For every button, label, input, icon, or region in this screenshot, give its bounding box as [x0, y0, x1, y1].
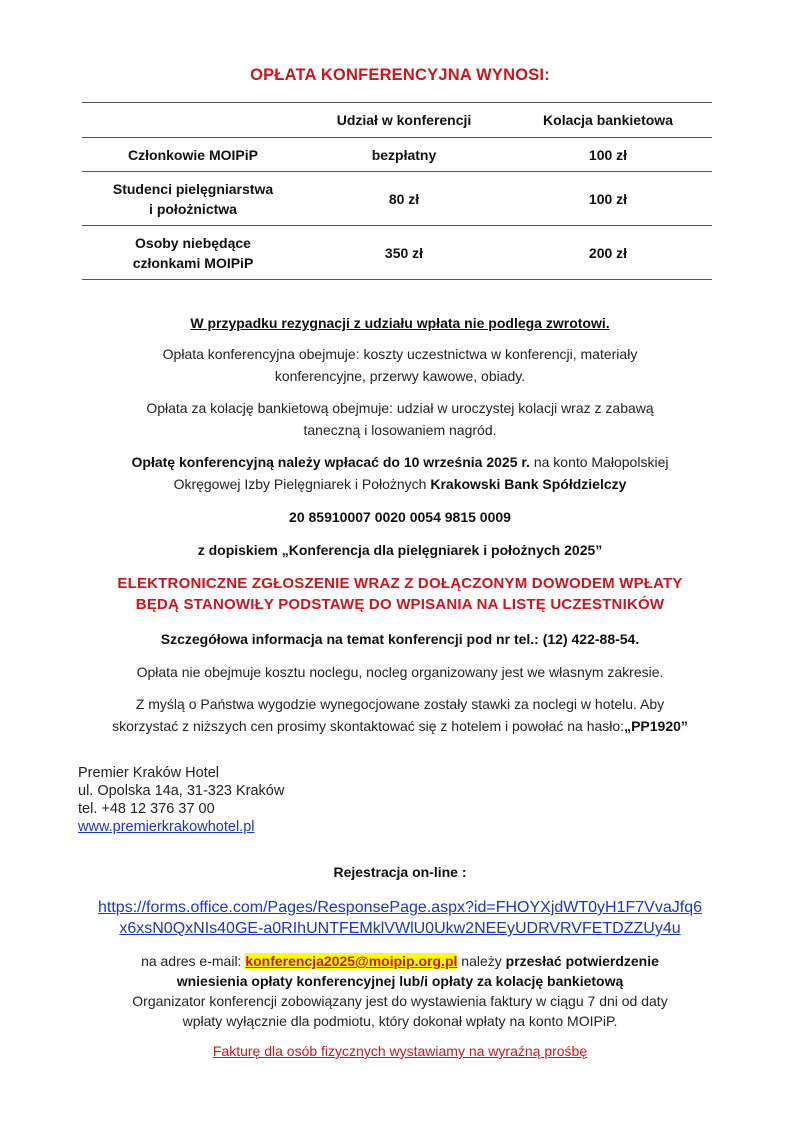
hotel-password: „PP1920” [624, 718, 688, 734]
hotel-contact [78, 764, 284, 836]
registration-link[interactable] [40, 897, 760, 939]
registration-title: Rejestracja on-line : [333, 864, 467, 880]
header-participation: Udział w konferencji [336, 112, 472, 128]
warning-line-2: BĘDĄ STANOWIŁY PODSTAWĘ DO WPISANIA NA LISTĘ UCZESTNIKÓW [135, 596, 665, 613]
no-refund-note: W przypadku rezygnacji z udziału wpłata nie podlega zwrotowi. [190, 315, 610, 331]
email-prefix: na adres e-mail: [141, 953, 246, 969]
invoice-note-wrap [60, 1040, 740, 1062]
payment-deadline: Opłatę konferencyjną należy wpłacać do 10 września 2025 r. [131, 454, 530, 470]
banquet-covers-line2: taneczną i losowaniem nagród. [303, 422, 497, 438]
row-nonmembers-participation: 350 zł [384, 245, 424, 261]
fee-covers-line1: Opłata konferencyjna obejmuje: koszty uczestnictwa w konferencji, materiały [162, 346, 638, 362]
payment-account-intro: na konto Małopolskiej [529, 454, 669, 470]
group-label: Osoby niebędące [135, 235, 251, 251]
invoice-line2: wpłaty wyłącznie dla podmiotu, który dokonał wpłaty na konto MOIPiP. [182, 1013, 618, 1029]
registration-url-line2[interactable]: x6xsN0QxNIs40GE-a0RIhUNTFEMklVWlU0Ukw2NEEyUDRVRVFETDZZUy4u [119, 920, 681, 937]
row-members-banquet: 100 zł [588, 147, 628, 163]
email-link[interactable]: konferencja2025@moipip.org.pl [245, 953, 458, 969]
payment-memo: z dopiskiem „Konferencja dla pielęgniarek i położnych 2025” [197, 542, 603, 558]
hotel-rates-text [60, 693, 740, 737]
hotel-address: ul. Opolska 14a, 31-323 Kraków [78, 783, 285, 799]
banquet-covers-text [60, 397, 740, 441]
fee-title: OPŁATA KONFERENCYJNA WYNOSI: [250, 66, 550, 84]
table-rule [82, 279, 712, 280]
group-label-2: i położnictwa [149, 201, 237, 217]
email-action: przesłać potwierdzenie [505, 953, 659, 969]
row-students-group [82, 172, 304, 226]
email-mid: należy [457, 953, 506, 969]
group-label: Studenci pielęgniarstwa [112, 181, 274, 197]
banquet-covers-line1: Opłata za kolację bankietową obejmuje: udział w uroczystej kolacji wraz z zabawą [146, 400, 654, 416]
header-banquet: Kolacja bankietowa [543, 112, 673, 128]
fee-covers-text [60, 343, 740, 387]
payment-institution: Okręgowej Izby Pielęgniarek i Położnych [173, 476, 431, 492]
fee-covers-line2: konferencyjne, przerwy kawowe, obiady. [274, 368, 526, 384]
invoice-line1: Organizator konferencji zobowiązany jest do wystawienia faktury w ciągu 7 dni od daty [132, 993, 668, 1009]
payment-instructions [60, 451, 740, 495]
row-students-participation: 80 zł [388, 191, 420, 207]
hotel-rates-line2: skorzystać z niższych cen prosimy skontaktować się z hotelem i powołać na hasło: [112, 718, 625, 734]
row-members-group [82, 138, 304, 172]
info-phone: Szczegółowa informacja na temat konferencji pod nr tel.: (12) 422-88-54. [160, 631, 640, 647]
row-students-banquet: 100 zł [588, 191, 628, 207]
hotel-rates-line1: Z myślą o Państwa wygodzie wynegocjowane zostały stawki za noclegi w hotelu. Aby [135, 696, 665, 712]
invoice-note: Fakturę dla osób fizycznych wystawiamy na wyraźną prośbę [212, 1043, 588, 1059]
email-instructions [60, 951, 740, 1031]
account-number: 20 85910007 0020 0054 9815 0009 [289, 509, 511, 525]
hotel-phone: tel. +48 12 376 37 00 [78, 801, 215, 817]
accommodation-note: Opłata nie obejmuje kosztu noclegu, nocleg organizowany jest we własnym zakresie. [136, 664, 664, 680]
warning-line-1: ELEKTRONICZNE ZGŁOSZENIE WRAZ Z DOŁĄCZONYM DOWODEM WPŁATY [117, 575, 683, 592]
bank-name: Krakowski Bank Spółdzielczy [430, 476, 627, 492]
row-members-participation: bezpłatny [371, 147, 437, 163]
group-label: Członkowie MOIPiP [128, 147, 258, 163]
email-action-2: wniesienia opłaty konferencyjnej lub/i opłaty za kolację bankietową [176, 973, 624, 989]
group-label-2: członkami MOIPiP [132, 255, 254, 271]
row-nonmembers-group [82, 226, 304, 280]
hotel-name: Premier Kraków Hotel [78, 765, 220, 781]
hotel-website-link[interactable]: www.premierkrakowhotel.pl [78, 819, 255, 835]
registration-url-line1[interactable]: https://forms.office.com/Pages/ResponsePage.aspx?id=FHOYXjdWT0yH1F7VvaJfq6 [98, 899, 702, 916]
row-nonmembers-banquet: 200 zł [588, 245, 628, 261]
